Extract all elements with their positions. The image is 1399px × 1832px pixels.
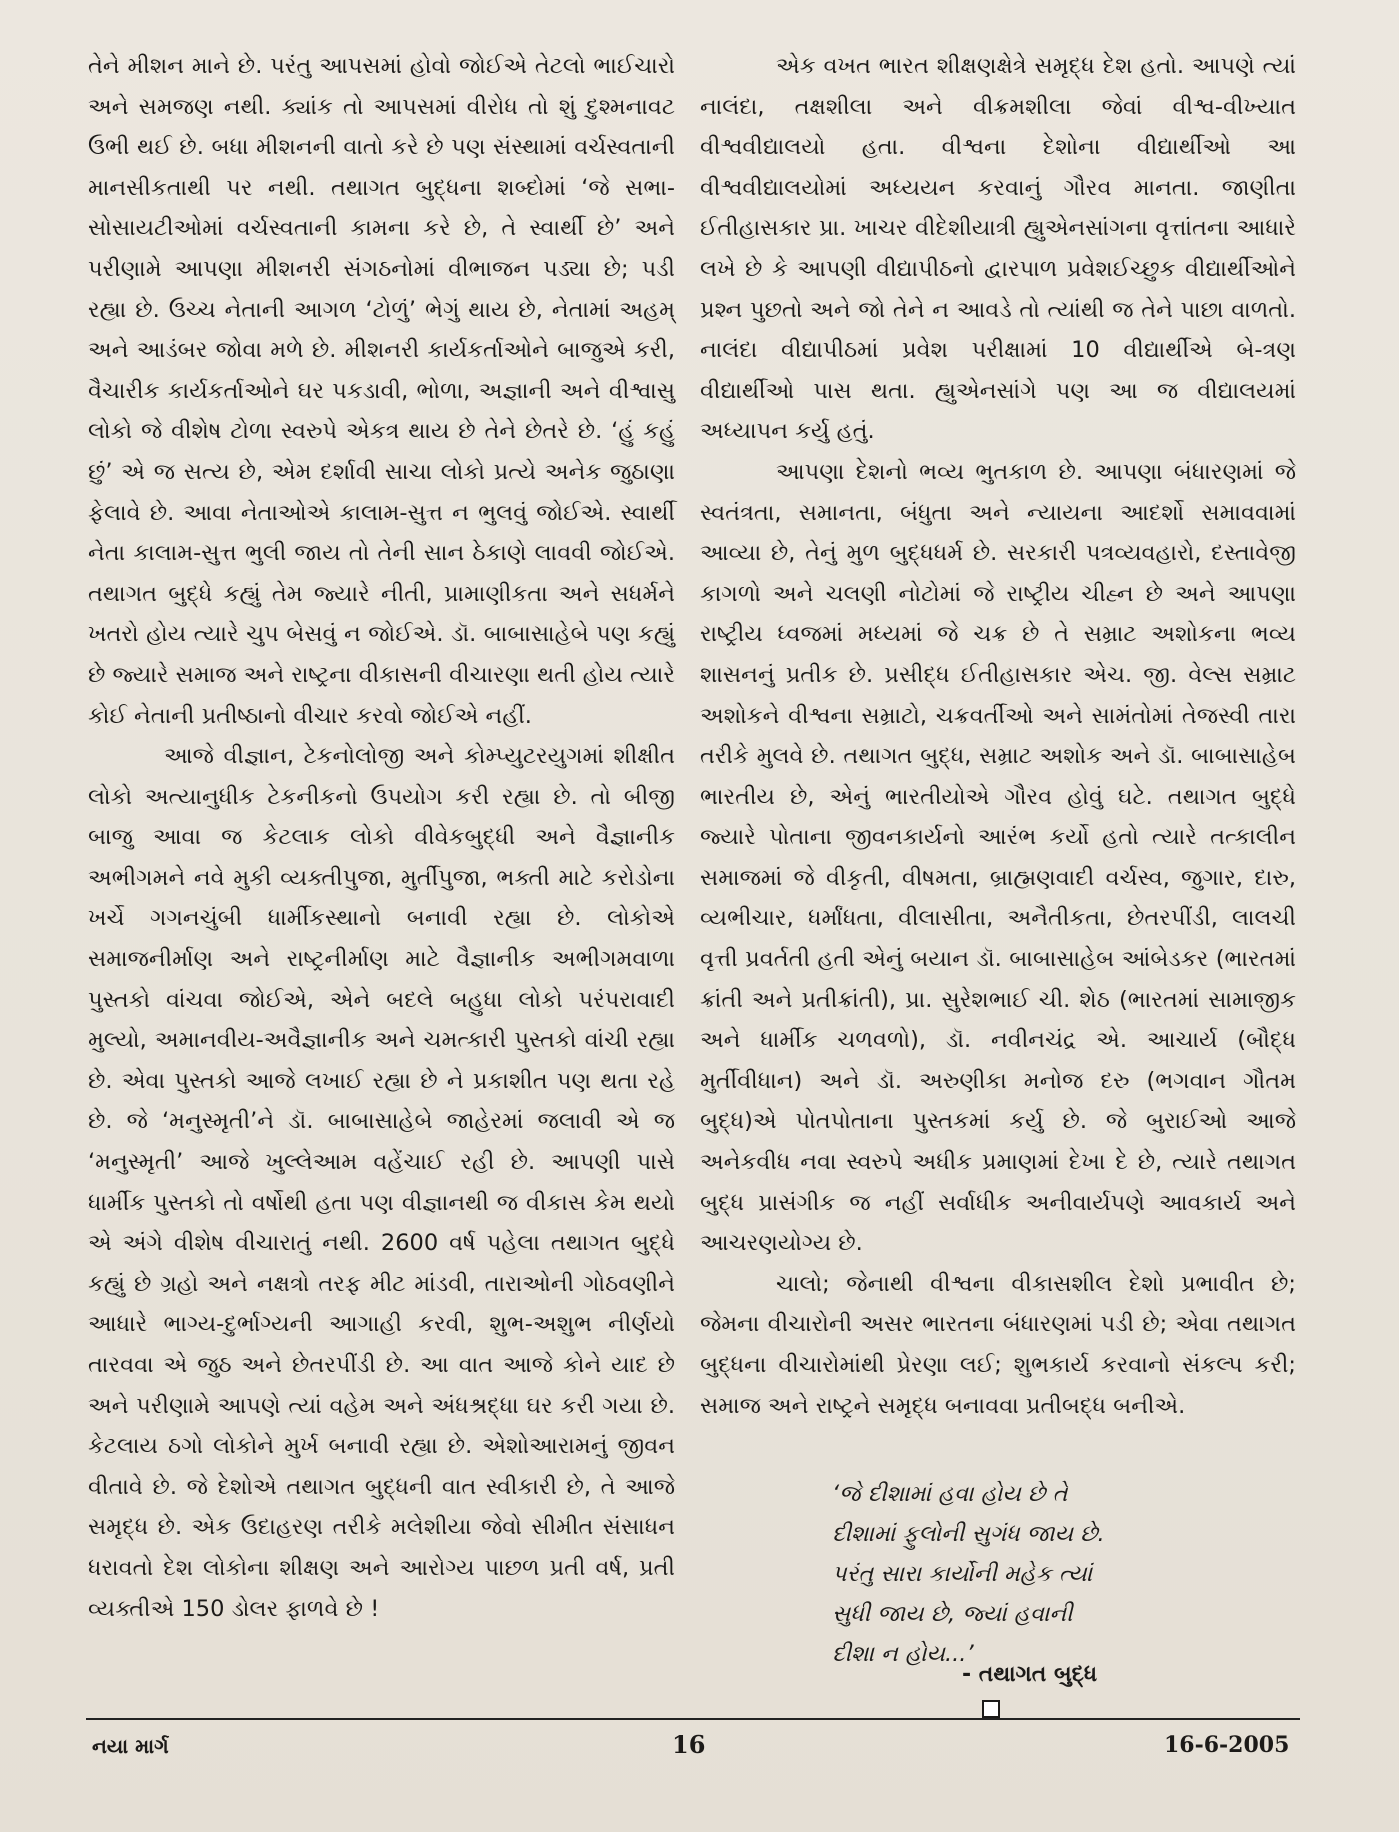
quote-line: સુધી જાય છે, જ્યાં હવાની: [832, 1601, 1073, 1627]
quote-line: પરંતુ સારા કાર્યોની મહેક ત્યાં: [832, 1561, 1093, 1587]
left-paragraph-2: આજે વીજ્ઞાન, ટેકનોલોજી અને કોમ્પ્યુટરયુગમાં શીક્ષીત લોકો અત્યાનુધીક ટેકનીકનો ઉપયોગ કરી રહ્યા છે. તો બીજી બાજુ આવા જ કેટલાક લોકો વીવેકબુદ્ધી અને વૈજ્ઞાનીક અભીગમને નવે મુકી વ્યક્તીપુજા, મુર્તીપુજા, ભક્તી માટે કરોડોના ખર્ચે ગગનચુંબી ધાર્મીકસ્થાનો બનાવી રહ્યા છે. લોકોએ સમાજનીર્માણ અને રાષ્ટ્રનીર્માણ માટે વૈજ્ઞાનીક અભીગમવાળા પુસ્તકો વાંચવા જોઈએ, એને બદલે બહુધા લોકો પરંપરાવાદી મુલ્યો, અમાનવીય-અવૈજ્ઞાનીક અને ચમત્કારી પુસ્તકો વાંચી રહ્યા છે. એવા પુસ્તકો આજે લખાઈ રહ્યા છે ને પ્રકાશીત પણ થતા રહે છે. જે ‘મનુસ્મૃતી’ને ડૉ. બાબાસાહેબે જાહેરમાં જલાવી એ જ ‘મનુસ્મૃતી’ આજે ખુલ્લેઆમ વહેંચાઈ રહી છે. આપણી પાસે ધાર્મીક પુસ્તકો તો વર્ષોથી હતા પણ વીજ્ઞાનથી જ વીકાસ કેમ થયો એ અંગે વીશેષ વીચારાતું નથી. 2600 વર્ષ પહેલા તથાગત બુદ્ધે કહ્યું છે ગ્રહો અને નક્ષત્રો તરફ મીટ માંડવી, તારાઓની ગોઠવણીને આધારે ભાગ્ય-દુર્ભાગ્યની આગાહી કરવી, શુભ-અશુભ નીર્ણયો તારવવા એ જુઠ અને છેતરપીંડી છે. આ વાત આજે કોને યાદ છે અને પરીણામે આપણે ત્યાં વહેમ અને અંધશ્રદ્ધા ઘર કરી ગયા છે. કેટલાય ઠગો લોકોને મુર્ખ બનાવી રહ્યા છે. એશોઆરામનું જીવન વીતાવે છે. જે દેશોએ તથાગત બુદ્ધની વાત સ્વીકારી છે, તે આજે સમૃદ્ધ છે. એક ઉદાહરણ તરીકે મલેશીયા જેવો સીમીત સંસાધન ધરાવતો દેશ લોકોના શીક્ષણ અને આરોગ્ય પાછળ પ્રતી વર્ષ, પ્રતી વ્યક્તીએ 150 ડોલર ફાળવે છે !: [88, 743, 675, 1622]
quote-line: ‘જે દીશામાં હવા હોય છે તે: [832, 1481, 1068, 1507]
left-column: [88, 46, 675, 1629]
left-paragraph-1: તેને મીશન માને છે. પરંતુ આપસમાં હોવો જોઈએ તેટલો ભાઈચારો અને સમજણ નથી. ક્યાંક તો આપસમાં વીરોધ તો શું દુશ્મનાવટ ઉભી થઈ છે. બધા મીશનની વાતો કરે છે પણ સંસ્થામાં વર્ચસ્વતાની માનસીકતાથી પર નથી. તથાગત બુદ્ધના શબ્દોમાં ‘જે સભા-સોસાયટીઓમાં વર્ચસ્વતાની કામના કરે છે, તે સ્વાર્થી છે’ અને પરીણામે આપણા મીશનરી સંગઠનોમાં વીભાજન પડ્યા છે; પડી રહ્યા છે. ઉચ્ચ નેતાની આગળ ‘ટોળું’ ભેગું થાય છે, નેતામાં અહમ્ અને આડંબર જોવા મળે છે. મીશનરી કાર્યકર્તાઓને બાજુએ કરી, વૈચારીક કાર્યકર્તાઓને ઘર પકડાવી, ભોળા, અજ્ઞાની અને વીશ્વાસુ લોકો જે વીશેષ ટોળા સ્વરુપે એકત્ર થાય છે તેને છેતરે છે. ‘હું કહું છું’ એ જ સત્ય છે, એમ દર્શાવી સાચા લોકો પ્રત્યે અનેક જુઠાણા ફેલાવે છે. આવા નેતાઓએ કાલામ-સુત્ત ન ભુલવું જોઈએ. સ્વાર્થી નેતા કાલામ-સુત્ત ભુલી જાય તો તેની સાન ઠેકાણે લાવવી જોઈએ. તથાગત બુદ્ધે કહ્યું તેમ જ્યારે નીતી, પ્રામાણીકતા અને સધર્મને ખતરો હોય ત્યારે ચુપ બેસવું ન જોઈએ. ડૉ. બાબાસાહેબે પણ કહ્યું છે જ્યારે સમાજ અને રાષ્ટ્રના વીકાસની વીચારણા થતી હોય ત્યારે કોઈ નેતાની પ્રતીષ્ઠાનો વીચાર કરવો જોઈએ નહીં.: [88, 53, 675, 729]
publication-name: નયા માર્ગ: [92, 1734, 169, 1758]
quote-line: દીશા ન હોય...’: [832, 1641, 974, 1667]
quote-attribution: - તથાગત બુદ્ધ: [962, 1662, 1098, 1687]
right-paragraph-2: આપણા દેશનો ભવ્ય ભુતકાળ છે. આપણા બંધારણમાં જે સ્વતંત્રતા, સમાનતા, બંધુતા અને ન્યાયના આદર્શો સમાવવામાં આવ્યા છે, તેનું મુળ બુદ્ધધર્મ છે. સરકારી પત્રવ્યવહારો, દસ્તાવેજી કાગળો અને ચલણી નોટોમાં જે રાષ્ટ્રીય ચીહ્ન છે અને આપણા રાષ્ટ્રીય ધ્વજમાં મધ્યમાં જે ચક્ર છે તે સમ્રાટ અશોકના ભવ્ય શાસનનું પ્રતીક છે. પ્રસીદ્ધ ઈતીહાસકાર એચ. જી. વેલ્સ સમ્રાટ અશોકને વીશ્વના સમ્રાટો, ચક્રવર્તીઓ અને સામંતોમાં તેજસ્વી તારા તરીકે મુલવે છે. તથાગત બુદ્ધ, સમ્રાટ અશોક અને ડૉ. બાબાસાહેબ ભારતીય છે, એનું ભારતીયોએ ગૌરવ હોવું ઘટે. તથાગત બુદ્ધે જ્યારે પોતાના જીવનકાર્યનો આરંભ કર્યો હતો ત્યારે તત્કાલીન સમાજમાં જે વીકૃતી, વીષમતા, બ્રાહ્મણવાદી વર્ચસ્વ, જુગાર, દારુ, વ્યભીચાર, ધર્માંધતા, વીલાસીતા, અનૈતીકતા, છેતરપીંડી, લાલચી વૃત્તી પ્રવર્તતી હતી એનું બયાન ડૉ. બાબાસાહેબ આંબેડકર (ભારતમાં ક્રાંતી અને પ્રતીક્રાંતી), પ્રા. સુરેશભાઈ ચી. શેઠ (ભારતમાં સામાજીક અને ધાર્મીક ચળવળો), ડૉ. નવીનચંદ્ર એ. આચાર્ય (બૌદ્ધ મુર્તીવીધાન) અને ડૉ. અરુણીકા મનોજ દરુ (ભગવાન ગૌતમ બુદ્ધ)એ પોતપોતાના પુસ્તકમાં કર્યુ છે. જે બુરાઈઓ આજે અનેકવીધ નવા સ્વરુપે અધીક પ્રમાણમાં દેખા દે છે, ત્યારે તથાગત બુદ્ધ પ્રાસંગીક જ નહીં સર્વાધીક અનીવાર્યપણે આવકાર્ય અને આચરણયોગ્ય છે.: [700, 458, 1296, 1257]
right-paragraph-1: એક વખત ભારત શીક્ષણક્ષેત્રે સમૃદ્ધ દેશ હતો. આપણે ત્યાં નાલંદા, તક્ષશીલા અને વીક્રમશીલા જેવાં વીશ્વ-વીખ્યાત વીશ્વવીદ્યાલયો હતા. વીશ્વના દેશોના વીદ્યાર્થીઓ આ વીશ્વવીદ્યાલયોમાં અધ્યયન કરવાનું ગૌરવ માનતા. જાણીતા ઈતીહાસકાર પ્રા. ખાચર વીદેશીયાત્રી હ્યુએનસાંગના વૃત્તાંતના આધારે લખે છે કે આપણી વીદ્યાપીઠનો દ્વારપાળ પ્રવેશઈચ્છુક વીદ્યાર્થીઓને પ્રશ્ન પુછતો અને જો તેને ન આવડે તો ત્યાંથી જ તેને પાછા વાળતો. નાલંદા વીદ્યાપીઠમાં પ્રવેશ પરીક્ષામાં 10 વીદ્યાર્થીએ બે-ત્રણ વીદ્યાર્થીઓ પાસ થતા. હ્યુએનસાંગે પણ આ જ વીદ્યાલયમાં અધ્યાપન કર્યુ હતું.: [700, 53, 1296, 445]
right-column: [700, 46, 1296, 1426]
page-number: 16: [672, 1730, 706, 1759]
end-mark-icon: [982, 1700, 1000, 1718]
issue-date: 16-6-2005: [1164, 1732, 1290, 1758]
footer-divider: [86, 1718, 1300, 1720]
right-paragraph-3: ચાલો; જેનાથી વીશ્વના વીકાસશીલ દેશો પ્રભાવીત છે; જેમના વીચારોની અસર ભારતના બંધારણમાં પડી છે; એવા તથાગત બુદ્ધના વીચારોમાંથી પ્રેરણા લઈ; શુભકાર્ય કરવાનો સંકલ્પ કરી; સમાજ અને રાષ્ટ્રને સમૃદ્ધ બનાવવા પ્રતીબદ્ધ બનીએ.: [700, 1270, 1296, 1419]
quote-line: દીશામાં ફુલોની સુગંધ જાય છે.: [832, 1521, 1105, 1547]
buddha-quote: [832, 1474, 1252, 1674]
